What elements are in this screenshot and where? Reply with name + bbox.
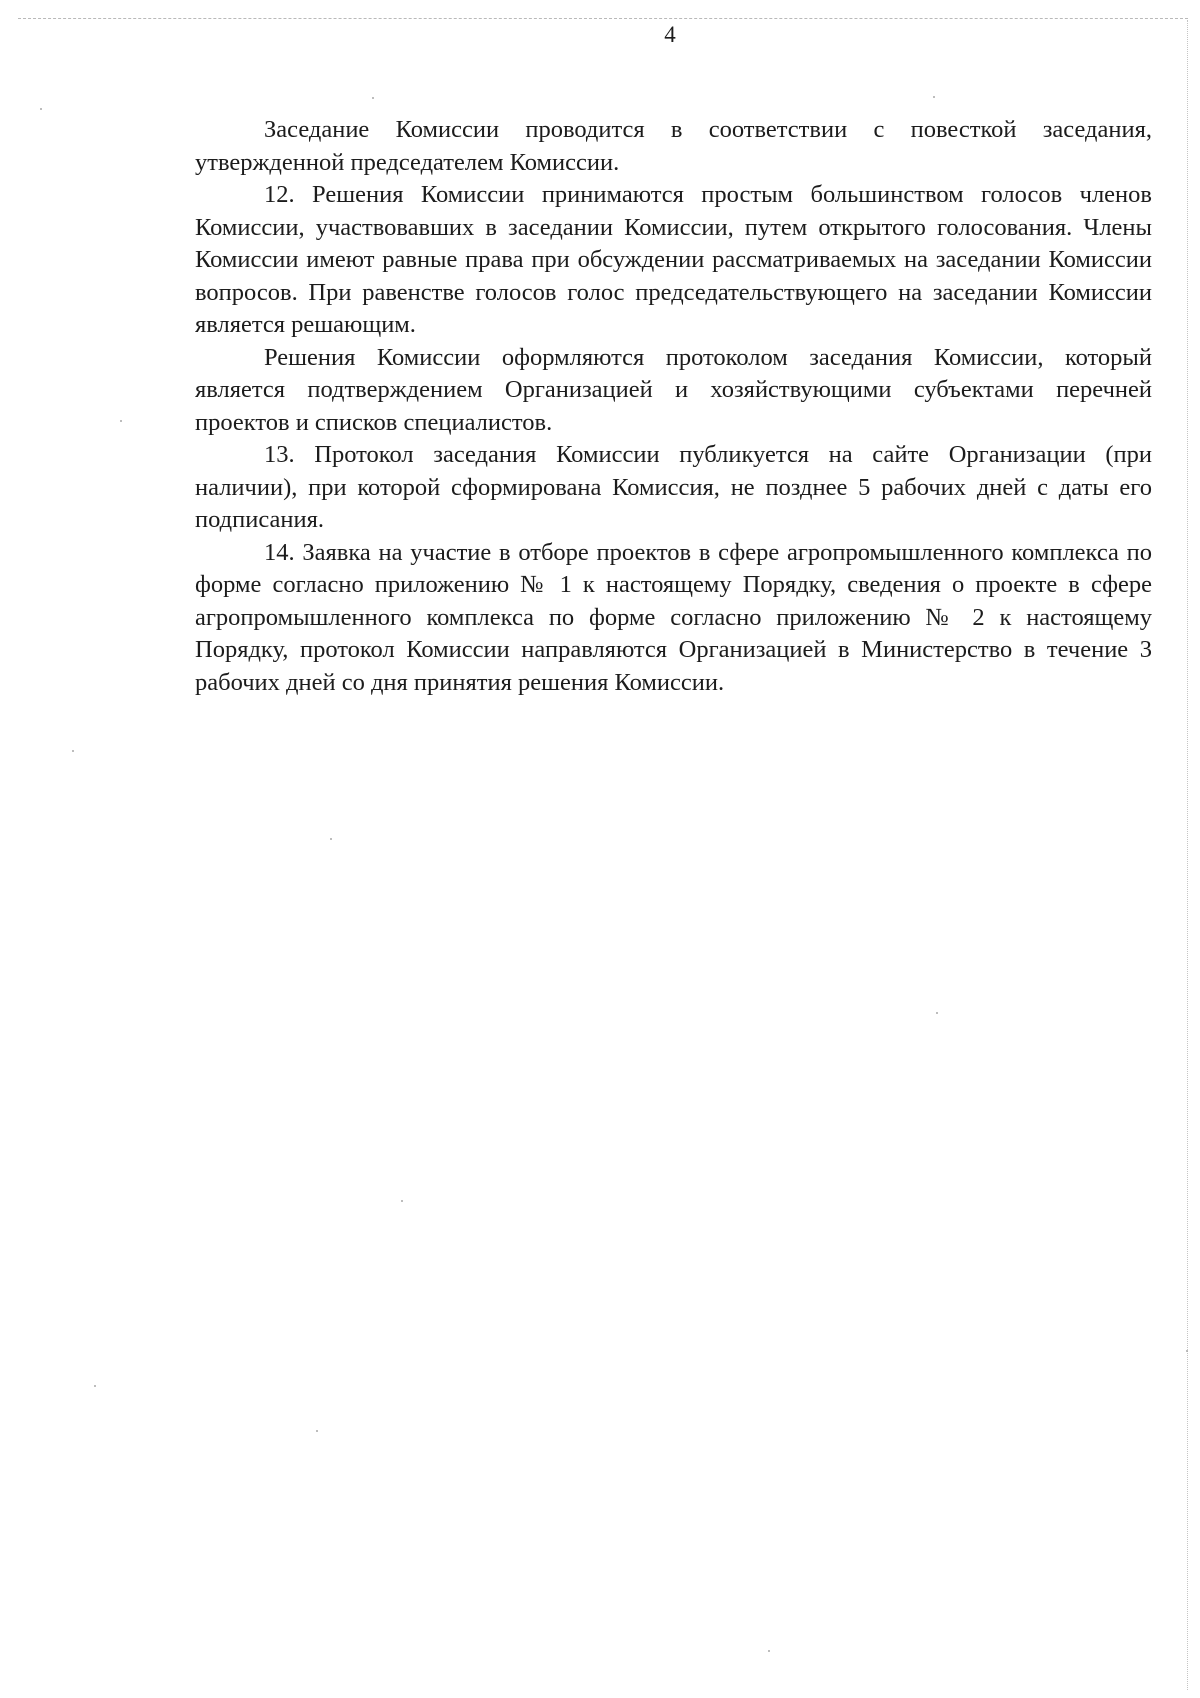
paragraph-14-application: 14. Заявка на участие в отборе проектов в сфере агропромышленного комплекса по форме согласно приложению № 1 к настоящему Порядку, сведения о проекте в сфере агропромышленного комплекса по форме согласно приложению № 2 к настоящему Порядку, протокол Комиссии направляются Организацией в Министерство в течение 3 рабочих дней со дня принятия решения Комиссии. — [195, 538, 1152, 696]
scan-speck — [316, 1430, 318, 1432]
scan-speck — [768, 1650, 770, 1652]
scan-edge-top — [18, 18, 1188, 19]
scan-speck — [120, 420, 122, 422]
scan-edge-right — [1187, 20, 1188, 1690]
paragraph-12-decisions: 12. Решения Комиссии принимаются простым большинством голосов членов Комиссии, участвовавших в заседании Комиссии, путем открытого голосования. Члены Комиссии имеют равные права при обсуждении рассматриваемых на заседании Комиссии вопросов. При равенстве голосов голос председательствующего на заседании Комиссии является решающим. — [195, 181, 1152, 338]
page-number: 4 — [664, 22, 676, 47]
scan-speck — [936, 1012, 938, 1014]
scan-speck — [94, 1385, 96, 1387]
scan-speck — [372, 97, 374, 99]
scan-speck — [72, 750, 74, 752]
scan-speck — [40, 108, 42, 110]
scan-speck — [401, 1200, 403, 1202]
paragraph-13-publication: 13. Протокол заседания Комиссии публикуется на сайте Организации (при наличии), при которой сформирована Комиссия, не позднее 5 рабочих дней с даты его подписания. — [195, 441, 1152, 533]
document-body — [195, 114, 1152, 699]
scan-speck — [933, 96, 935, 98]
paragraph-agenda: Заседание Комиссии проводится в соответствии с повесткой заседания, утвержденной председателем Комиссии. — [195, 116, 1152, 176]
paragraph-decisions-protocol: Решения Комиссии оформляются протоколом заседания Комиссии, который является подтверждением Организацией и хозяйствующими субъектами перечней проектов и списков специалистов. — [195, 343, 1152, 436]
scan-speck — [330, 838, 332, 840]
scan-speck — [1186, 1350, 1188, 1352]
